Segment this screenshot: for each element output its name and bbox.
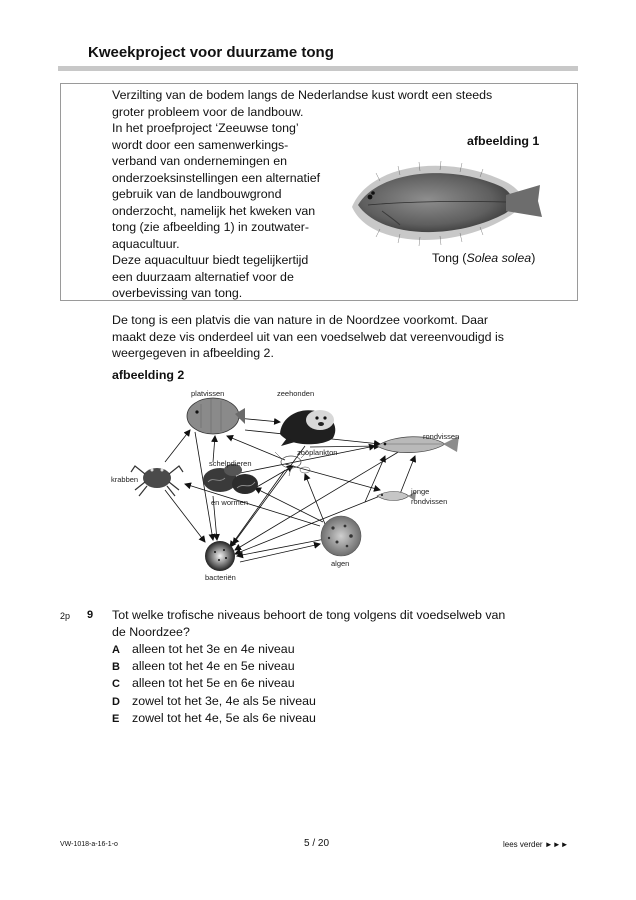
option-b[interactable] [112, 658, 316, 675]
intro-line: Verzilting van de bodem langs de Nederlandse kust wordt een steeds [112, 88, 493, 102]
label-rondvissen: rondvissen [423, 432, 460, 441]
caption-species: Solea solea [466, 251, 532, 265]
paragraph-line: maakt deze vis onderdeel uit van een voedselweb dat vereenvoudigd is [112, 329, 504, 344]
figure2-label: afbeelding 2 [112, 368, 185, 382]
label-jonge: jonge [411, 487, 430, 496]
label-zeehonden: zeehonden [277, 389, 315, 398]
krabben-icon [131, 466, 183, 496]
title-rule [58, 66, 578, 71]
label-zooplankton: zoöplankton [297, 448, 338, 457]
intro-line: gebruik van de landbouwgrond [112, 187, 282, 201]
intro-line: Deze aquacultuur biedt tegelijkertijd [112, 253, 309, 267]
option-text: zowel tot het 4e, 5e als 6e niveau [132, 710, 316, 725]
intro-line: onderzoeksinstellingen een alternatief [112, 170, 321, 185]
option-letter: D [112, 695, 120, 708]
option-letter: A [112, 644, 120, 656]
bacterien-icon [205, 541, 235, 571]
label-platvissen: platvissen [191, 389, 225, 398]
paragraph-line: De tong is een platvis die van nature in de Noordzee voorkomt. Daar [112, 313, 489, 327]
intro-line: In het proefproject ‘Zeeuwse tong’ [112, 121, 299, 135]
sole-fish-illustration [340, 155, 545, 250]
option-text: alleen tot het 3e en 4e niveau [132, 642, 295, 656]
label-algen: algen [331, 559, 350, 568]
label-bacterien: bacteriën [205, 573, 236, 582]
intro-line: aquacultuur. [112, 236, 180, 251]
option-letter: C [112, 678, 120, 691]
question-points: 2p [60, 611, 71, 621]
algen-icon [321, 516, 361, 556]
question-number: 9 [87, 609, 94, 621]
option-a[interactable] [112, 641, 316, 658]
figure1-label: afbeelding 1 [467, 134, 540, 148]
option-d[interactable] [112, 693, 316, 710]
option-letter: B [112, 661, 120, 674]
zeehonden-icon [280, 410, 335, 446]
platvissen-icon [187, 398, 245, 434]
page-title: Kweekproject voor duurzame tong [88, 44, 334, 61]
intro-line: verband van ondernemingen en [112, 154, 287, 168]
intro-line: tong (zie afbeelding 1) in zoutwater- [112, 220, 309, 234]
footer-next-link[interactable]: lees verder ►►► [503, 840, 569, 849]
label-schelpdieren: schelpdieren [209, 459, 252, 468]
footer-page-number: 5 / 20 [304, 838, 330, 849]
option-letter: E [112, 712, 120, 725]
question-text [112, 607, 562, 640]
label-krabben: krabben [111, 475, 139, 484]
caption-prefix: Tong ( [432, 251, 467, 265]
question-line: de Noordzee? [112, 624, 190, 639]
label-en-wormen: en wormen [211, 498, 249, 507]
intro-line: een duurzaam alternatief voor de [112, 269, 294, 284]
intro-line: groter probleem voor de landbouw. [112, 104, 304, 119]
schelpdieren-icon [203, 464, 258, 494]
food-web-diagram [105, 384, 465, 586]
label-jonge-rondvissen: rondvissen [411, 497, 448, 506]
footer-code: VW-1018-a-16-1-o [60, 841, 118, 848]
paragraph-line: weergegeven in afbeelding 2. [112, 346, 274, 360]
paragraph-2 [112, 312, 552, 362]
answer-options [112, 641, 316, 727]
question-line: Tot welke trofische niveaus behoort de tong volgens dit voedselweb van [112, 608, 506, 622]
option-c[interactable] [112, 675, 316, 692]
option-text: alleen tot het 4e en 5e niveau [132, 659, 295, 674]
intro-line: wordt door een samenwerkings- [112, 137, 289, 152]
option-text: alleen tot het 5e en 6e niveau [132, 676, 295, 691]
intro-line: onderzocht, namelijk het kweken van [112, 203, 316, 218]
figure1-caption [432, 251, 535, 265]
option-e[interactable] [112, 710, 316, 727]
option-text: zowel tot het 3e, 4e als 5e niveau [132, 693, 316, 708]
caption-suffix: ) [531, 251, 536, 265]
intro-line: overbevissing van tong. [112, 286, 243, 300]
